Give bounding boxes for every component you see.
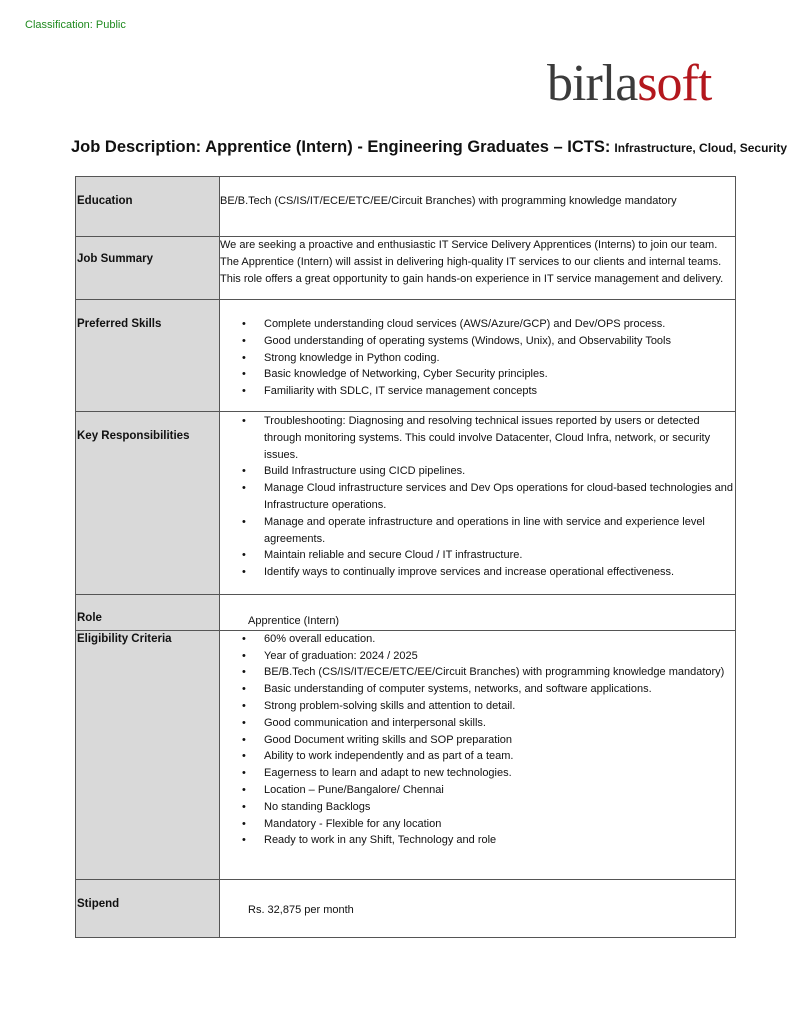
list-item: • Strong problem-solving skills and attention to detail.: [264, 698, 735, 715]
responsibilities-label: Key Responsibilities: [77, 430, 190, 442]
responsibilities-label-cell: [76, 412, 220, 595]
table-row-skills: [76, 300, 736, 412]
list-item: • Strong knowledge in Python coding.: [264, 350, 735, 367]
list-item: • Good Document writing skills and SOP preparation: [264, 732, 735, 749]
list-item: • Ability to work independently and as part of a team.: [264, 748, 735, 765]
role-value-cell: [220, 595, 736, 631]
list-item: • Location – Pune/Bangalore/ Chennai: [264, 782, 735, 799]
education-value-cell: [220, 177, 736, 237]
table-row-education: [76, 177, 736, 237]
list-item: • Ready to work in any Shift, Technology and role: [264, 832, 735, 849]
list-item: • Complete understanding cloud services (AWS/Azure/GCP) and Dev/OPS process.: [264, 316, 735, 333]
table-row-summary: [76, 237, 736, 300]
title-sub: Infrastructure, Cloud, Security: [614, 141, 787, 155]
eligibility-value-cell: [220, 630, 736, 879]
list-item: • Good communication and interpersonal skills.: [264, 715, 735, 732]
list-item: • No standing Backlogs: [264, 799, 735, 816]
skills-label: Preferred Skills: [77, 318, 162, 330]
eligibility-list: [220, 631, 735, 849]
table-row-stipend: [76, 879, 736, 937]
list-item: • Maintain reliable and secure Cloud / IT infrastructure.: [264, 547, 735, 564]
summary-value: We are seeking a proactive and enthusiastic IT Service Delivery Apprentices (Interns) to join our team. The Apprentice (Intern) will assist in delivering high-quality IT services to our clients and internal teams. This role offers a great opportunity to gain hands-on experience in IT service management and delivery.: [220, 239, 724, 285]
summary-label-cell: [76, 237, 220, 300]
logo-text-birla: birla: [547, 55, 638, 112]
education-label: Education: [77, 195, 133, 207]
eligibility-label: Eligibility Criteria: [77, 632, 172, 645]
job-description-table: [75, 176, 736, 938]
skills-list: [220, 300, 735, 400]
list-item: • Year of graduation: 2024 / 2025: [264, 648, 735, 665]
list-item: • Familiarity with SDLC, IT service management concepts: [264, 383, 735, 400]
stipend-value-cell: [220, 879, 736, 937]
list-item: • Basic understanding of computer systems, networks, and software applications.: [264, 681, 735, 698]
list-item: • Good understanding of operating systems (Windows, Unix), and Observability Tools: [264, 333, 735, 350]
stipend-label-cell: [76, 879, 220, 937]
title-main: Job Description: Apprentice (Intern) - Engineering Graduates – ICTS:: [71, 138, 611, 156]
list-item: • Troubleshooting: Diagnosing and resolving technical issues reported by users or detected through monitoring systems. This could involve Datacenter, Cloud Infra, network, or security issues.: [264, 413, 735, 463]
eligibility-label-cell: [76, 630, 220, 879]
skills-label-cell: [76, 300, 220, 412]
classification-label: Classification: Public: [25, 19, 126, 31]
list-item: • Build Infrastructure using CICD pipelines.: [264, 463, 735, 480]
stipend-value: Rs. 32,875 per month: [248, 903, 354, 916]
role-value: Apprentice (Intern): [248, 615, 340, 627]
role-label: Role: [77, 612, 102, 624]
list-item: • Eagerness to learn and adapt to new technologies.: [264, 765, 735, 782]
list-item: • Mandatory - Flexible for any location: [264, 816, 735, 833]
page-title: [71, 138, 787, 157]
list-item: • BE/B.Tech (CS/IS/IT/ECE/ETC/EE/Circuit Branches) with programming knowledge mandatory): [264, 664, 735, 681]
responsibilities-list: [220, 412, 735, 581]
role-label-cell: [76, 595, 220, 631]
list-item: • Manage Cloud infrastructure services and Dev Ops operations for cloud-based technologies and Infrastructure operations.: [264, 480, 735, 514]
list-item: • 60% overall education.: [264, 631, 735, 648]
education-label-cell: [76, 177, 220, 237]
summary-label: Job Summary: [77, 253, 154, 265]
summary-value-cell: [220, 237, 736, 300]
logo-text-soft: soft: [637, 55, 712, 112]
birlasoft-logo: [547, 55, 712, 112]
responsibilities-value-cell: [220, 412, 736, 595]
list-item: • Basic knowledge of Networking, Cyber Security principles.: [264, 366, 735, 383]
table-row-responsibilities: [76, 412, 736, 595]
list-item: • Manage and operate infrastructure and operations in line with service and experience level agreements.: [264, 514, 735, 548]
education-value: BE/B.Tech (CS/IS/IT/ECE/ETC/EE/Circuit Branches) with programming knowledge mandatory: [220, 195, 677, 207]
list-item: • Identify ways to continually improve services and increase operational effectiveness.: [264, 564, 735, 581]
skills-value-cell: [220, 300, 736, 412]
table-row-eligibility: [76, 630, 736, 879]
table-row-role: [76, 595, 736, 631]
stipend-label: Stipend: [77, 897, 120, 910]
